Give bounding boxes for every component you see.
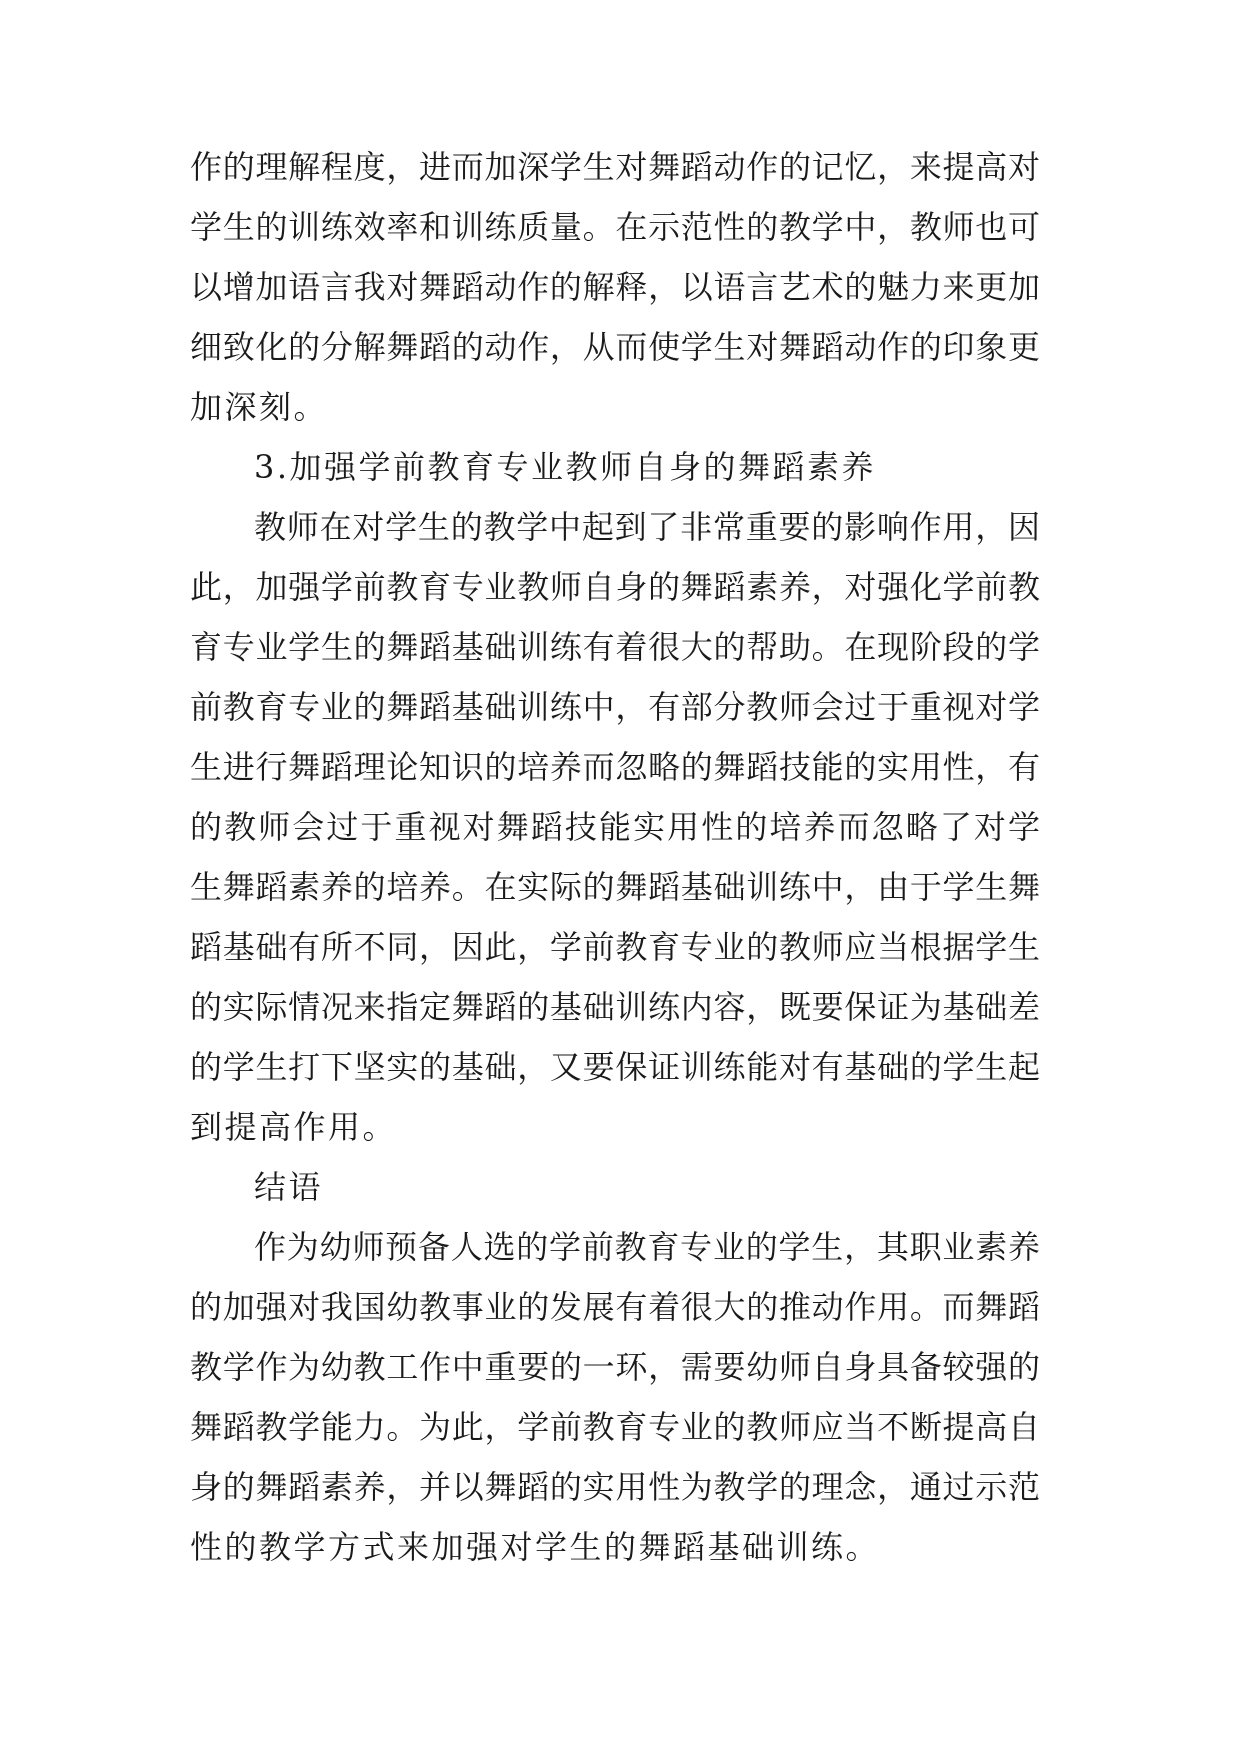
text-line: 此，加强学前教育专业教师自身的舞蹈素养，对强化学前教 bbox=[190, 568, 1040, 606]
text-line: 前教育专业的舞蹈基础训练中，有部分教师会过于重视对学 bbox=[190, 688, 1040, 726]
text-line: 学生的训练效率和训练质量。在示范性的教学中，教师也可 bbox=[190, 208, 1040, 246]
section-heading: 3.加强学前教育专业教师自身的舞蹈素养 bbox=[254, 448, 877, 486]
text-line: 的加强对我国幼教事业的发展有着很大的推动作用。而舞蹈 bbox=[190, 1288, 1040, 1326]
text-line: 的实际情况来指定舞蹈的基础训练内容，既要保证为基础差 bbox=[190, 988, 1040, 1026]
text-line: 到提高作用。 bbox=[190, 1108, 398, 1146]
text-line: 作为幼师预备人选的学前教育专业的学生，其职业素养 bbox=[254, 1228, 1040, 1266]
text-line: 育专业学生的舞蹈基础训练有着很大的帮助。在现阶段的学 bbox=[190, 628, 1040, 666]
text-line: 生舞蹈素养的培养。在实际的舞蹈基础训练中，由于学生舞 bbox=[190, 868, 1040, 906]
text-line: 舞蹈教学能力。为此，学前教育专业的教师应当不断提高自 bbox=[190, 1408, 1040, 1446]
text-line: 作的理解程度，进而加深学生对舞蹈动作的记忆，来提高对 bbox=[190, 148, 1040, 186]
text-line: 生进行舞蹈理论知识的培养而忽略的舞蹈技能的实用性，有 bbox=[190, 748, 1040, 786]
text-line: 的学生打下坚实的基础，又要保证训练能对有基础的学生起 bbox=[190, 1048, 1040, 1086]
section-heading: 结语 bbox=[254, 1168, 324, 1206]
text-line: 蹈基础有所不同，因此，学前教育专业的教师应当根据学生 bbox=[190, 928, 1040, 966]
text-line: 教师在对学生的教学中起到了非常重要的影响作用，因 bbox=[254, 508, 1040, 546]
text-line: 性的教学方式来加强对学生的舞蹈基础训练。 bbox=[190, 1528, 881, 1566]
text-line: 细致化的分解舞蹈的动作，从而使学生对舞蹈动作的印象更 bbox=[190, 328, 1040, 366]
text-line: 以增加语言我对舞蹈动作的解释，以语言艺术的魅力来更加 bbox=[190, 268, 1040, 306]
text-line: 加深刻。 bbox=[190, 388, 329, 426]
text-line: 的教师会过于重视对舞蹈技能实用性的培养而忽略了对学 bbox=[190, 808, 1040, 846]
text-line: 身的舞蹈素养，并以舞蹈的实用性为教学的理念，通过示范 bbox=[190, 1468, 1040, 1506]
text-line: 教学作为幼教工作中重要的一环，需要幼师自身具备较强的 bbox=[190, 1348, 1040, 1386]
